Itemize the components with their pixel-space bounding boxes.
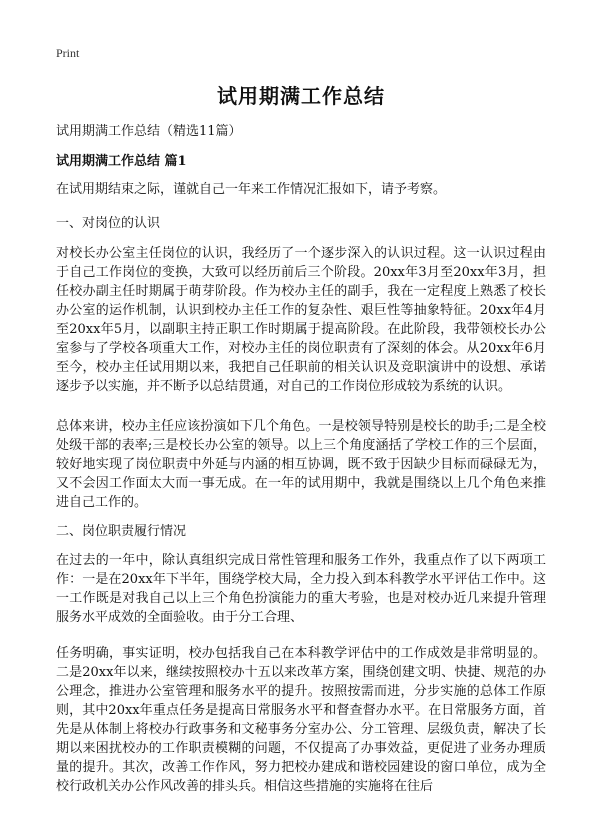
document-title: 试用期满工作总结 xyxy=(217,84,385,108)
section-title: 试用期满工作总结 篇1 xyxy=(56,154,187,169)
paragraph-roles: 总体来讲，校办主任应该扮演如下几个角色。一是校领导特别是校长的助手;二是全校处级干部的表率;三是校长办公室的领导。以上三个角度涵括了学校工作的三个层面，较好地实现了岗位职责中外延与内涵的相互协调，既不致于因缺少目标而碌碌无为，又不会因工作面太大而一事无成。在一年的试用期中，我就是围绕以上几个角色来推进自己工作的。 xyxy=(56,419,546,510)
paragraph-position-understanding: 对校长办公室主任岗位的认识，我经历了一个逐步深入的认识过程。这一认识过程由于自己工作岗位的变换，大致可以经历前后三个阶段。20xx年3月至20xx年3月，担任校办副主任时期属于萌芽阶段。作为校办主任的副手，我在一定程度上熟悉了校长办公室的运作机制，认识到校办主任工作的复杂性、艰巨性等抽象特征。20xx年4月至20xx年5月，以副职主持正职工作时期属于提高阶段。在此阶段，我带领校长办公室参与了学校各项重大工作，对校办主任的岗位职责有了深刻的体会。从20xx年6月至今，校办主任试用期以来，我把自己任职前的相关认识及竞职演讲中的设想、承诺逐步予以实施，并不断予以总结贯通，对自己的工作岗位形成较为系统的认识。 xyxy=(56,246,546,394)
document-subtitle: 试用期满工作总结（精选11篇） xyxy=(56,124,242,139)
paragraph-duties-1: 在过去的一年中，除认真组织完成日常性管理和服务工作外，我重点作了以下两项工作：一是在20xx年下半年，围绕学校大局，全力投入到本科教学水平评估工作中。这一工作既是对我自己以上三个角色扮演能力的重大考验，也是对校办近几来提升管理服务水平成效的全面验收。由于分工合理、 xyxy=(56,553,546,625)
intro-paragraph: 在试用期结束之际，谨就自己一年来工作情况汇报如下，请予考察。 xyxy=(56,182,447,197)
heading-position-understanding: 一、对岗位的认识 xyxy=(56,216,161,231)
paragraph-duties-2: 任务明确，事实证明，校办包括我自己在本科教学评估中的工作成效是非常明显的。二是20xx年以来，继续按照校办十五以来改革方案，围绕创建文明、快捷、规范的办公理念，推进办公室管理和服务水平的提升。按照按需而进，分步实施的总体工作原则，其中20xx年重点任务是提高日常服务水平和督查督办水平。在日常服务方面，首先是从体制上将校办行政事务和文秘事务分室办公、分工管理、层级负责，解决了长期以来困扰校办的工作职责模糊的问题，不仅提高了办事效益，更促进了业务办理质量的提升。其次，改善工作作风，努力把校办建成和谐校园建设的窗口单位，成为全校行政机关办公作风改善的排头兵。相信这些措施的实施将在往后 xyxy=(56,646,546,794)
heading-duties: 二、岗位职责履行情况 xyxy=(56,524,187,539)
print-label: Print xyxy=(56,46,80,60)
